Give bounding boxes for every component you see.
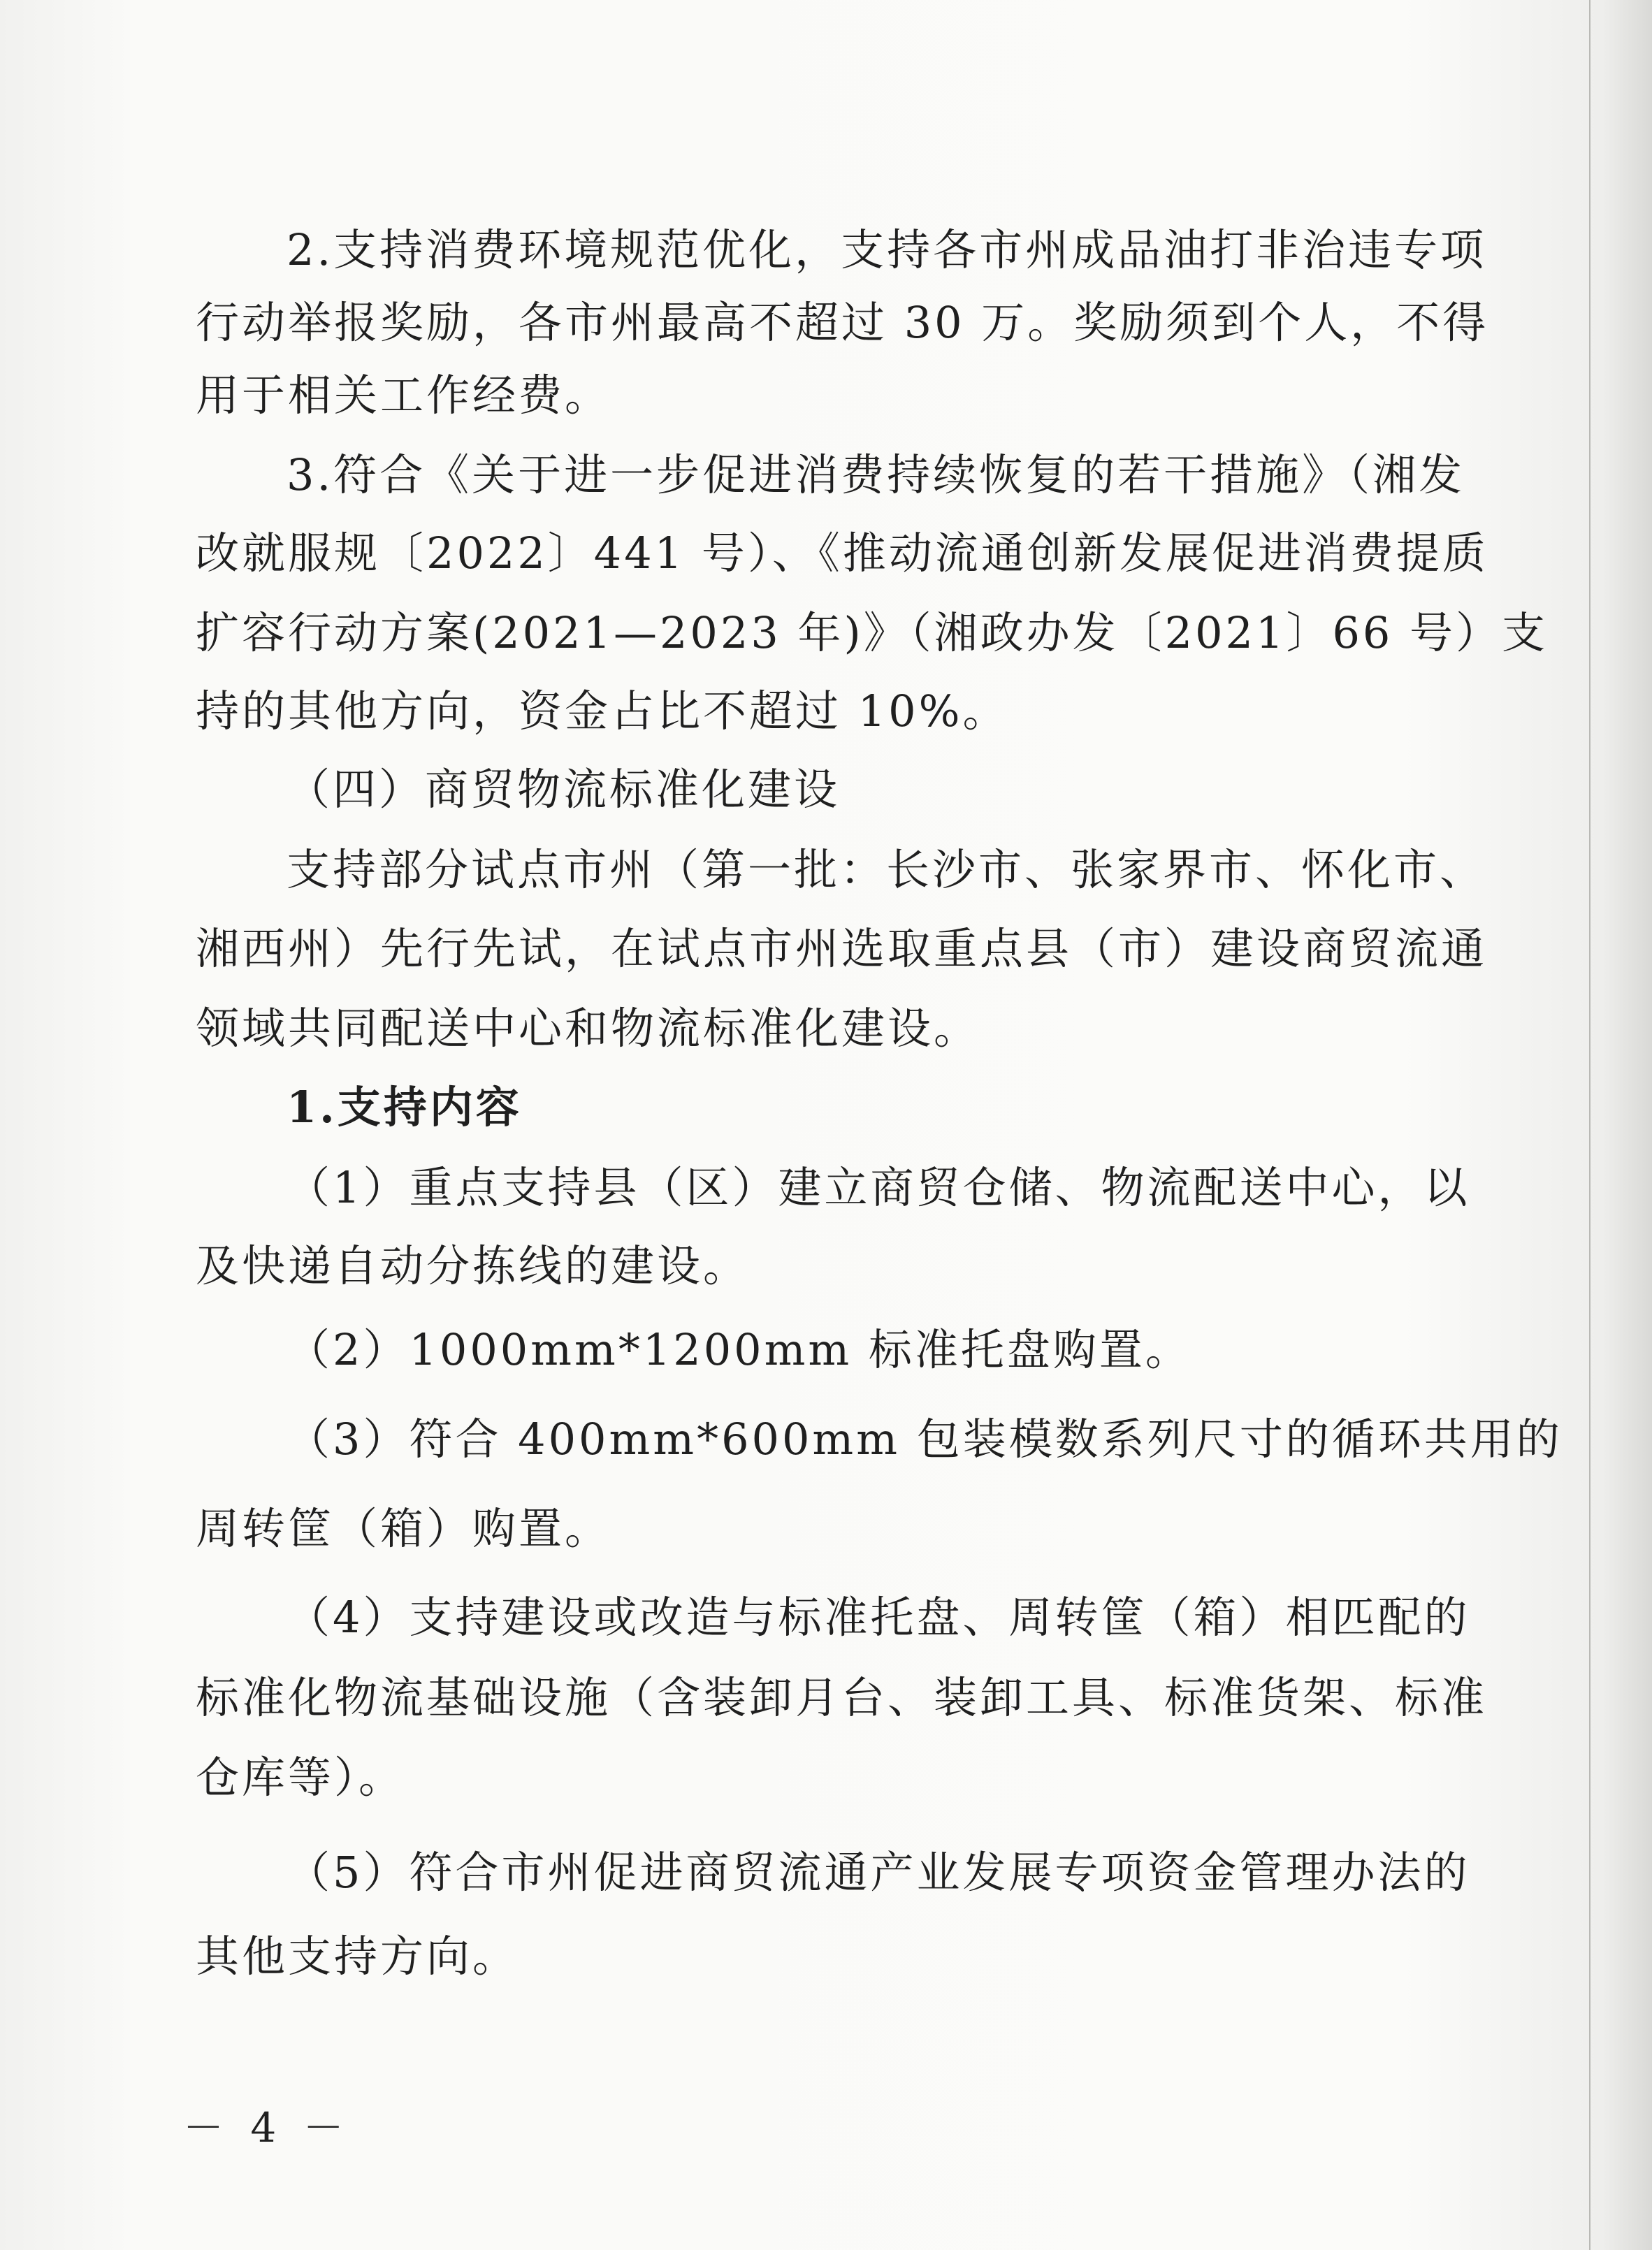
paragraph-line: 扩容行动方案(2021—2023 年)》（湘政办发〔2021〕66 号）支 bbox=[196, 607, 1549, 658]
paragraph-line: 及快递自动分拣线的建设。 bbox=[196, 1240, 750, 1291]
paragraph-line: 湘西州）先行先试，在试点市州选取重点县（市）建设商贸流通 bbox=[196, 923, 1488, 974]
paragraph-line: 行动举报奖励，各市州最高不超过 30 万。奖励须到个人，不得 bbox=[196, 297, 1489, 348]
page-number: － 4 － bbox=[183, 2104, 351, 2151]
paragraph-line: （5）符合市州促进商贸流通产业发展专项资金管理办法的 bbox=[287, 1847, 1470, 1898]
paragraph-line: （3）符合 400mm*600mm 包装模数系列尺寸的循环共用的 bbox=[287, 1414, 1563, 1465]
paragraph-line: （1）重点支持县（区）建立商贸仓储、物流配送中心，以 bbox=[287, 1162, 1470, 1213]
paragraph-line: 标准化物流基础设施（含装卸月台、装卸工具、标准货架、标准 bbox=[196, 1672, 1488, 1723]
paragraph-line: 用于相关工作经费。 bbox=[196, 370, 611, 421]
paragraph-line: 其他支持方向。 bbox=[196, 1931, 519, 1982]
subsection-heading: 1.支持内容 bbox=[287, 1082, 522, 1133]
paragraph-line: 支持部分试点市州（第一批：长沙市、张家界市、怀化市、 bbox=[287, 844, 1486, 895]
paragraph-line: 2.支持消费环境规范优化，支持各市州成品油打非治违专项 bbox=[287, 224, 1487, 275]
section-heading: （四）商贸物流标准化建设 bbox=[287, 764, 841, 815]
paragraph-line: 改就服规〔2022〕441 号）、《推动流通创新发展促进消费提质 bbox=[196, 528, 1488, 579]
page-edge-divider bbox=[1589, 0, 1591, 2250]
paragraph-line: （2）1000mm*1200mm 标准托盘购置。 bbox=[287, 1324, 1191, 1375]
paragraph-line: （4）支持建设或改造与标准托盘、周转筐（箱）相匹配的 bbox=[287, 1592, 1470, 1643]
paragraph-line: 领域共同配送中心和物流标准化建设。 bbox=[196, 1003, 980, 1054]
paragraph-line: 仓库等）。 bbox=[196, 1752, 405, 1803]
paragraph-line: 持的其他方向，资金占比不超过 10%。 bbox=[196, 685, 1009, 736]
paragraph-line: 周转筐（箱）购置。 bbox=[196, 1503, 611, 1554]
paragraph-line: 3.符合《关于进一步促进消费持续恢复的若干措施》（湘发 bbox=[287, 449, 1465, 500]
